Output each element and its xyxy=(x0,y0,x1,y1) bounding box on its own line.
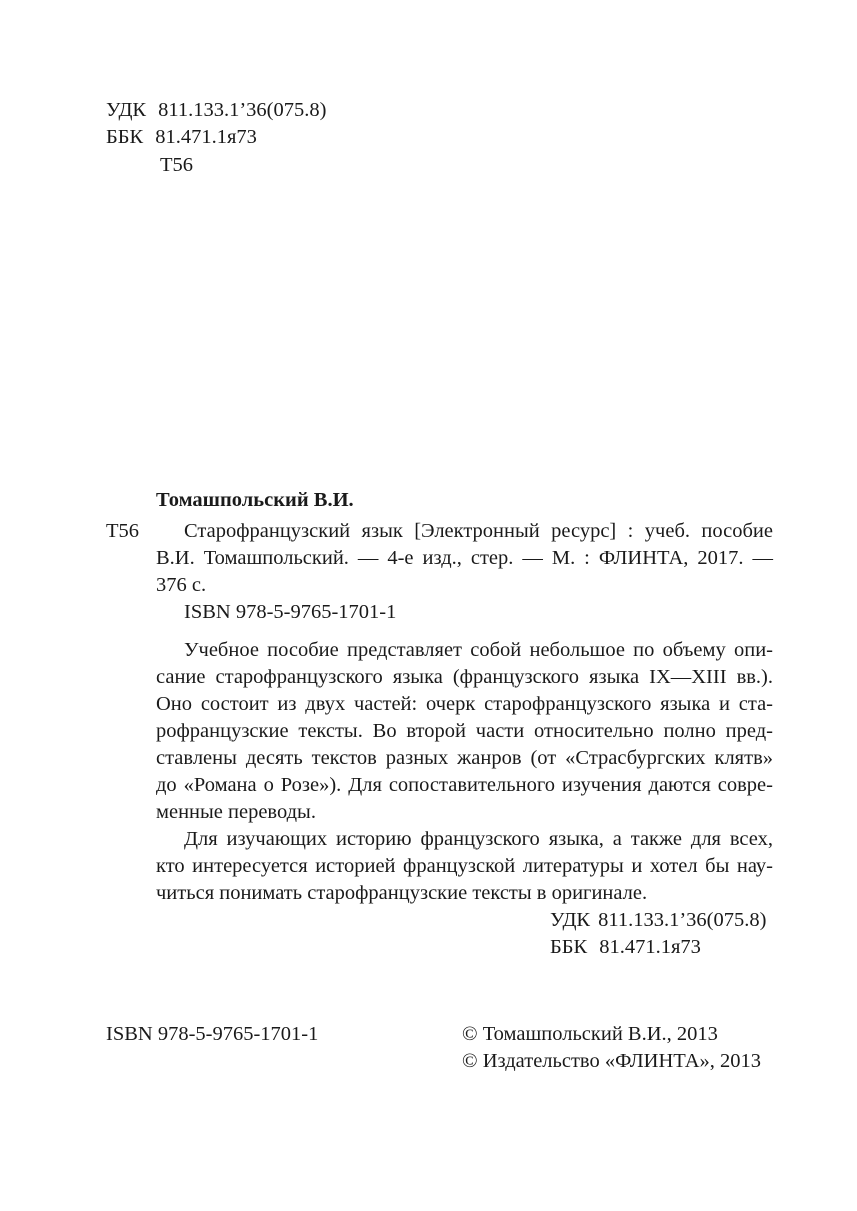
author-heading: Томашпольский В.И. xyxy=(156,489,354,511)
top-udk-line xyxy=(106,100,326,121)
bottom-udk-line xyxy=(550,910,766,931)
catalog-isbn: ISBN 978-5-9765-1701-1 xyxy=(184,601,397,623)
title-line-2: В.И. Томашпольский. — 4-е изд., стер. — М. : ФЛИНТА, 2017. — xyxy=(156,547,773,569)
annotation-p1-line-1: Учебное пособие представляет собой небольшое по объему опи- xyxy=(184,639,773,661)
top-bbk-value: 81.471.1я73 xyxy=(155,126,257,148)
annotation-p1-line-5: ставлены десять текстов разных жанров (от «Страсбургских клятв» xyxy=(156,747,773,769)
copyright-author: © Томашпольский В.И., 2013 xyxy=(462,1023,718,1045)
annotation-p1-line-4: рофранцузские тексты. Во второй части относительно полно пред- xyxy=(156,720,773,742)
annotation-p2-line-3: читься понимать старофранцузские тексты в оригинале. xyxy=(156,882,648,904)
bottom-udk-label: УДК xyxy=(550,909,591,931)
top-udk-value: 811.133.1’36(075.8) xyxy=(158,99,327,121)
bottom-udk-value: 811.133.1’36(075.8) xyxy=(598,909,767,931)
top-author-mark: Т56 xyxy=(160,154,194,176)
footer-isbn: ISBN 978-5-9765-1701-1 xyxy=(106,1023,319,1045)
bottom-bbk-label: ББК xyxy=(550,936,588,958)
title-line-3: 376 с. xyxy=(156,574,207,596)
annotation-p2-line-2: кто интересуется историей французской литературы и хотел бы нау- xyxy=(156,855,773,877)
title-line-1: Старофранцузский язык [Электронный ресурс] : учеб. пособие xyxy=(184,520,773,542)
annotation-p2-line-1: Для изучающих историю французского языка, а также для всех, xyxy=(184,828,773,850)
annotation-p1-line-3: Оно состоит из двух частей: очерк старофранцузского языка и ста- xyxy=(156,693,773,715)
bottom-bbk-value: 81.471.1я73 xyxy=(599,936,701,958)
copyright-publisher: © Издательство «ФЛИНТА», 2013 xyxy=(462,1050,762,1072)
annotation-p1-line-7: менные переводы. xyxy=(156,801,316,823)
catalog-author-mark: Т56 xyxy=(106,520,140,542)
annotation-p1-line-6: до «Романа о Розе»). Для сопоставительного изучения даются совре- xyxy=(156,774,773,796)
annotation-p1-line-2: сание старофранцузского языка (французского языка IX—XIII вв.). xyxy=(156,666,773,688)
top-bbk-label: ББК xyxy=(106,126,144,148)
top-bbk-line xyxy=(106,127,257,148)
top-udk-label: УДК xyxy=(106,99,147,121)
bottom-bbk-line xyxy=(550,937,701,958)
